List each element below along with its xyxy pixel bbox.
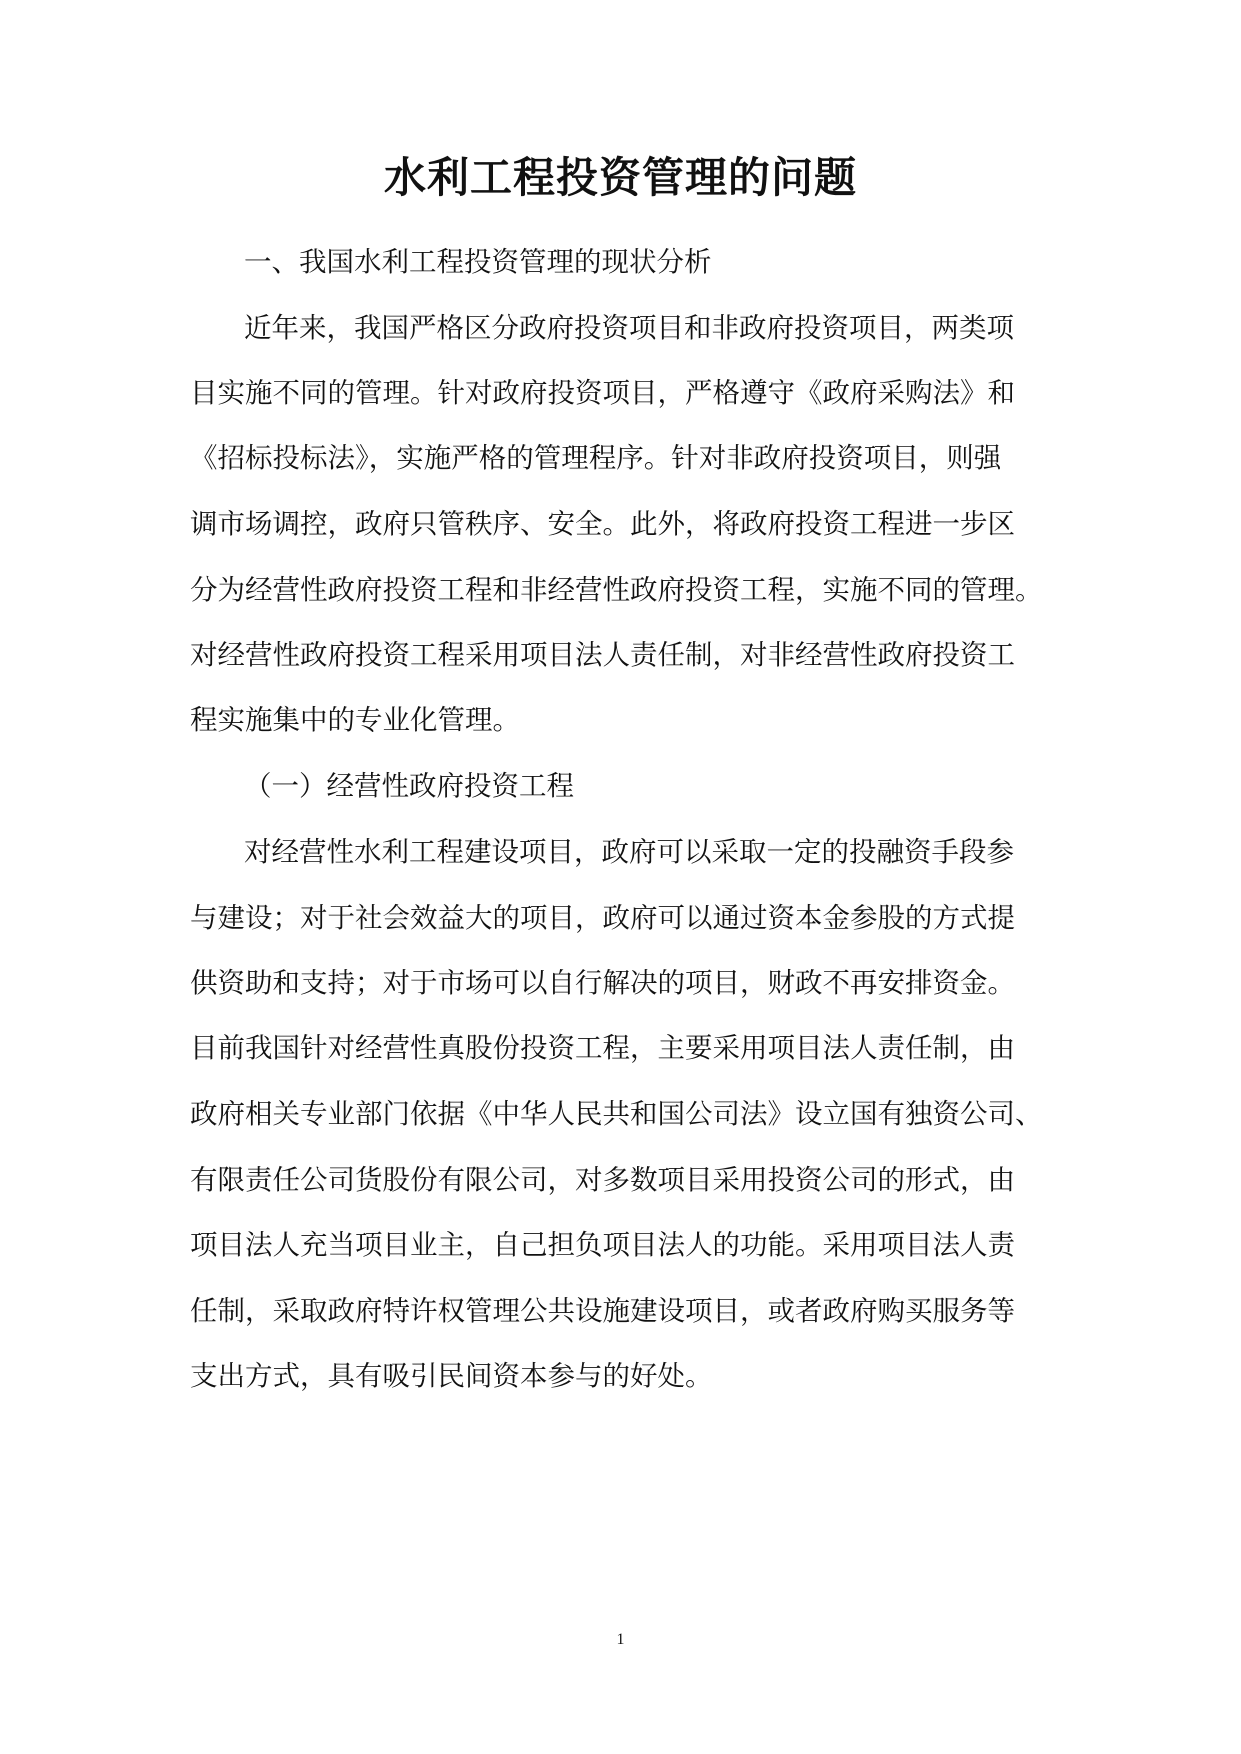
paragraph-line: 政府相关专业部门依据《中华人民共和国公司法》设立国有独资公司、 — [190, 1098, 1043, 1130]
paragraph-line: 供资助和支持；对于市场可以自行解决的项目，财政不再安排资金。 — [190, 967, 1015, 999]
paragraph-line: 对经营性水利工程建设项目，政府可以采取一定的投融资手段参 — [244, 836, 1014, 868]
paragraph-line: 目实施不同的管理。针对政府投资项目，严格遵守《政府采购法》和 — [190, 377, 1015, 409]
page-number: 1 — [616, 1631, 625, 1648]
document-title: 水利工程投资管理的问题 — [383, 153, 857, 202]
paragraph-line: 调市场调控，政府只管秩序、安全。此外，将政府投资工程进一步区 — [190, 508, 1015, 540]
paragraph-line: 项目法人充当项目业主，自己担负项目法人的功能。采用项目法人责 — [190, 1229, 1015, 1261]
paragraph-line: 支出方式，具有吸引民间资本参与的好处。 — [190, 1360, 713, 1392]
paragraph-line: 对经营性政府投资工程采用项目法人责任制，对非经营性政府投资工 — [190, 639, 1015, 671]
subsection-heading: （一）经营性政府投资工程 — [244, 770, 574, 802]
paragraph-line: 分为经营性政府投资工程和非经营性政府投资工程，实施不同的管理。 — [190, 574, 1043, 606]
paragraph-line: 目前我国针对经营性真股份投资工程，主要采用项目法人责任制，由 — [190, 1032, 1015, 1064]
section-heading: 一、我国水利工程投资管理的现状分析 — [244, 246, 712, 278]
paragraph-line: 任制，采取政府特许权管理公共设施建设项目，或者政府购买服务等 — [190, 1295, 1015, 1327]
paragraph-line: 《招标投标法》，实施严格的管理程序。针对非政府投资项目，则强 — [190, 442, 1002, 474]
paragraph-line: 有限责任公司货股份有限公司，对多数项目采用投资公司的形式，由 — [190, 1164, 1015, 1196]
paragraph-line: 程实施集中的专业化管理。 — [190, 704, 520, 736]
paragraph-line: 近年来，我国严格区分政府投资项目和非政府投资项目，两类项 — [244, 312, 1014, 344]
paragraph-line: 与建设；对于社会效益大的项目，政府可以通过资本金参股的方式提 — [190, 902, 1015, 934]
